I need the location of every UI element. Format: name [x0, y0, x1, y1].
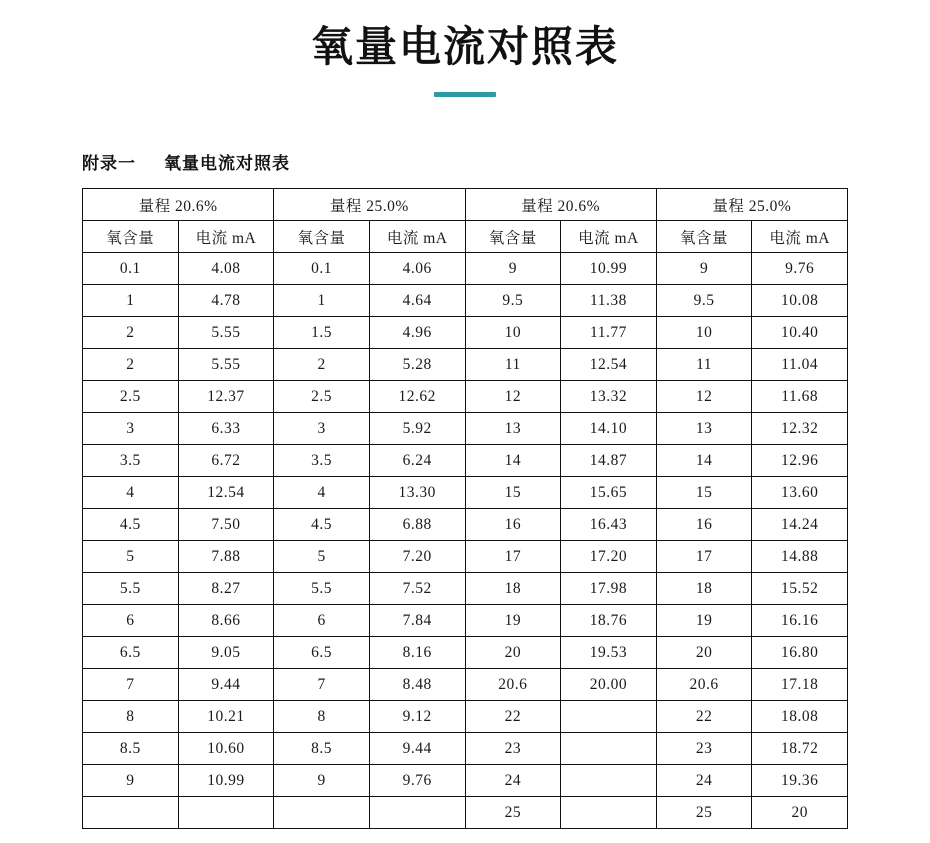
table-cell: 15 [465, 477, 561, 509]
column-header-cell: 电流 mA [561, 221, 657, 253]
table-cell: 12.62 [369, 381, 465, 413]
table-cell: 5.55 [178, 349, 274, 381]
table-cell: 13.30 [369, 477, 465, 509]
table-cell [369, 797, 465, 829]
table-cell: 14.10 [561, 413, 657, 445]
table-cell: 16.43 [561, 509, 657, 541]
oxygen-current-table-wrap [82, 188, 848, 829]
group-header-cell: 量程 25.0% [274, 189, 465, 221]
table-cell: 5 [274, 541, 370, 573]
table-cell: 6.88 [369, 509, 465, 541]
table-cell: 18.76 [561, 605, 657, 637]
table-cell: 17.18 [752, 669, 848, 701]
table-cell: 18.08 [752, 701, 848, 733]
table-cell: 6.24 [369, 445, 465, 477]
table-cell: 10.60 [178, 733, 274, 765]
appendix-title: 氧量电流对照表 [164, 154, 290, 174]
table-row [83, 509, 848, 541]
table-cell: 12.54 [178, 477, 274, 509]
table-cell: 4 [274, 477, 370, 509]
table-cell: 25 [656, 797, 752, 829]
table-cell: 9.44 [178, 669, 274, 701]
table-cell: 6.72 [178, 445, 274, 477]
table-row [83, 701, 848, 733]
table-cell: 19 [656, 605, 752, 637]
table-cell: 15.65 [561, 477, 657, 509]
table-cell: 13.60 [752, 477, 848, 509]
table-cell: 4.64 [369, 285, 465, 317]
table-cell [561, 701, 657, 733]
table-cell: 20.6 [656, 669, 752, 701]
table-cell: 7.52 [369, 573, 465, 605]
table-cell: 19.53 [561, 637, 657, 669]
table-cell: 19.36 [752, 765, 848, 797]
table-cell: 8 [83, 701, 179, 733]
table-cell: 10 [656, 317, 752, 349]
table-cell: 12.96 [752, 445, 848, 477]
table-cell: 2.5 [274, 381, 370, 413]
table-row [83, 733, 848, 765]
table-cell: 4.08 [178, 253, 274, 285]
table-row [83, 573, 848, 605]
table-cell: 8 [274, 701, 370, 733]
table-cell: 11 [465, 349, 561, 381]
group-header-cell: 量程 20.6% [83, 189, 274, 221]
table-cell: 6.5 [83, 637, 179, 669]
table-cell: 7 [83, 669, 179, 701]
table-cell: 2 [274, 349, 370, 381]
table-cell: 20 [752, 797, 848, 829]
table-cell: 7.88 [178, 541, 274, 573]
table-row [83, 797, 848, 829]
table-row [83, 285, 848, 317]
table-cell: 8.5 [83, 733, 179, 765]
table-cell: 12 [656, 381, 752, 413]
table-row [83, 669, 848, 701]
table-cell: 4.96 [369, 317, 465, 349]
table-cell: 3.5 [274, 445, 370, 477]
group-header-cell: 量程 20.6% [465, 189, 656, 221]
table-cell [561, 733, 657, 765]
table-row [83, 253, 848, 285]
table-cell: 14.24 [752, 509, 848, 541]
table-row [83, 317, 848, 349]
table-row [83, 413, 848, 445]
table-cell: 7 [274, 669, 370, 701]
table-cell: 16 [656, 509, 752, 541]
table-cell: 23 [465, 733, 561, 765]
table-cell: 16 [465, 509, 561, 541]
table-cell: 9 [656, 253, 752, 285]
table-cell: 14 [656, 445, 752, 477]
table-cell: 17.98 [561, 573, 657, 605]
table-row [83, 765, 848, 797]
table-cell: 10.99 [178, 765, 274, 797]
table-cell [561, 797, 657, 829]
table-cell: 4.06 [369, 253, 465, 285]
table-cell: 4.5 [274, 509, 370, 541]
table-cell: 7.50 [178, 509, 274, 541]
table-cell: 8.48 [369, 669, 465, 701]
table-cell: 18 [465, 573, 561, 605]
column-header-cell: 电流 mA [178, 221, 274, 253]
table-cell: 2.5 [83, 381, 179, 413]
table-cell: 12.32 [752, 413, 848, 445]
table-cell: 9.12 [369, 701, 465, 733]
table-cell: 2 [83, 317, 179, 349]
table-cell: 10.99 [561, 253, 657, 285]
table-cell: 12.37 [178, 381, 274, 413]
table-cell: 13 [465, 413, 561, 445]
group-header-cell: 量程 25.0% [656, 189, 847, 221]
table-cell: 8.27 [178, 573, 274, 605]
table-cell: 5.28 [369, 349, 465, 381]
table-cell: 14 [465, 445, 561, 477]
table-row [83, 381, 848, 413]
table-cell: 24 [656, 765, 752, 797]
column-header-cell: 电流 mA [369, 221, 465, 253]
table-cell: 6 [83, 605, 179, 637]
table-cell: 10.08 [752, 285, 848, 317]
column-header-cell: 氧含量 [656, 221, 752, 253]
oxygen-current-table [82, 188, 848, 829]
column-header-cell: 氧含量 [83, 221, 179, 253]
table-cell: 16.16 [752, 605, 848, 637]
page-title: 氧量电流对照表 [310, 23, 619, 70]
table-cell: 20 [465, 637, 561, 669]
table-row [83, 637, 848, 669]
table-cell: 11.38 [561, 285, 657, 317]
table-cell: 9.76 [752, 253, 848, 285]
table-cell [561, 765, 657, 797]
table-cell: 8.5 [274, 733, 370, 765]
table-cell: 12 [465, 381, 561, 413]
table-cell: 13 [656, 413, 752, 445]
table-cell: 3 [83, 413, 179, 445]
table-cell: 25 [465, 797, 561, 829]
table-cell: 4.78 [178, 285, 274, 317]
table-cell: 10.21 [178, 701, 274, 733]
table-cell: 5.5 [274, 573, 370, 605]
table-cell [274, 797, 370, 829]
table-cell: 14.88 [752, 541, 848, 573]
column-header-cell: 氧含量 [465, 221, 561, 253]
table-cell: 12.54 [561, 349, 657, 381]
table-cell: 9.44 [369, 733, 465, 765]
column-header-cell: 电流 mA [752, 221, 848, 253]
table-row [83, 477, 848, 509]
table-cell: 1.5 [274, 317, 370, 349]
table-cell: 5.5 [83, 573, 179, 605]
table-cell: 1 [274, 285, 370, 317]
table-cell: 17.20 [561, 541, 657, 573]
table-cell: 17 [656, 541, 752, 573]
table-cell [83, 797, 179, 829]
table-cell: 11.68 [752, 381, 848, 413]
table-cell: 15.52 [752, 573, 848, 605]
table-cell [178, 797, 274, 829]
table-cell: 0.1 [274, 253, 370, 285]
table-cell: 9 [465, 253, 561, 285]
title-underline-wrap [0, 92, 930, 97]
table-cell: 20 [656, 637, 752, 669]
table-column-header-row [83, 221, 848, 253]
table-cell: 4.5 [83, 509, 179, 541]
table-cell: 16.80 [752, 637, 848, 669]
table-cell: 3.5 [83, 445, 179, 477]
table-cell: 18.72 [752, 733, 848, 765]
table-cell: 6.5 [274, 637, 370, 669]
table-cell: 23 [656, 733, 752, 765]
table-cell: 22 [656, 701, 752, 733]
table-cell: 11.04 [752, 349, 848, 381]
table-cell: 24 [465, 765, 561, 797]
column-header-cell: 氧含量 [274, 221, 370, 253]
table-cell: 20.6 [465, 669, 561, 701]
table-cell: 9.5 [656, 285, 752, 317]
table-cell: 7.84 [369, 605, 465, 637]
table-cell: 5.92 [369, 413, 465, 445]
table-cell: 11.77 [561, 317, 657, 349]
table-row [83, 541, 848, 573]
table-cell: 18 [656, 573, 752, 605]
table-cell: 13.32 [561, 381, 657, 413]
table-cell: 0.1 [83, 253, 179, 285]
appendix-label: 附录一 [82, 154, 136, 174]
table-cell: 5 [83, 541, 179, 573]
table-cell: 6.33 [178, 413, 274, 445]
table-cell: 14.87 [561, 445, 657, 477]
table-cell: 5.55 [178, 317, 274, 349]
table-cell: 9 [274, 765, 370, 797]
title-accent-rule [434, 92, 496, 97]
table-row [83, 445, 848, 477]
table-group-header-row [83, 189, 848, 221]
table-row [83, 605, 848, 637]
table-cell: 1 [83, 285, 179, 317]
table-cell: 8.66 [178, 605, 274, 637]
table-cell: 17 [465, 541, 561, 573]
table-cell: 6 [274, 605, 370, 637]
table-cell: 19 [465, 605, 561, 637]
table-cell: 15 [656, 477, 752, 509]
table-cell: 4 [83, 477, 179, 509]
table-cell: 9 [83, 765, 179, 797]
table-cell: 9.05 [178, 637, 274, 669]
table-cell: 10 [465, 317, 561, 349]
table-cell: 10.40 [752, 317, 848, 349]
table-cell: 11 [656, 349, 752, 381]
table-row [83, 349, 848, 381]
table-cell: 9.5 [465, 285, 561, 317]
table-cell: 7.20 [369, 541, 465, 573]
table-cell: 9.76 [369, 765, 465, 797]
table-cell: 22 [465, 701, 561, 733]
table-cell: 3 [274, 413, 370, 445]
table-cell: 20.00 [561, 669, 657, 701]
section-heading [82, 149, 930, 174]
table-cell: 8.16 [369, 637, 465, 669]
table-cell: 2 [83, 349, 179, 381]
